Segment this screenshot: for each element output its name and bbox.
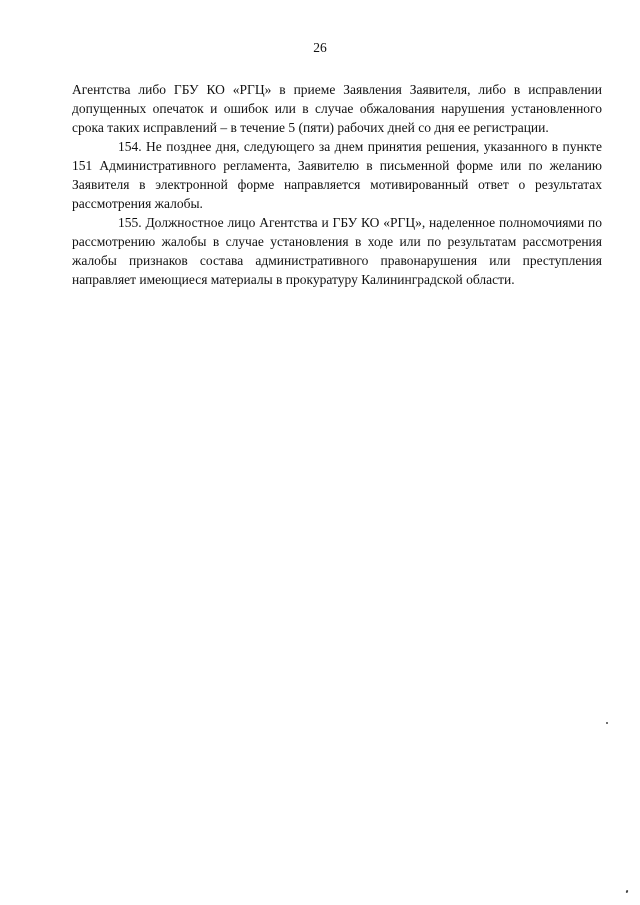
paragraph-continuation: Агентства либо ГБУ КО «РГЦ» в приеме Заявления Заявителя, либо в исправлении допущенных опечаток и ошибок или в случае обжалования нарушения установленного срока таких исправлений – в течение 5 (пяти) рабочих дней со дня ее регистрации. xyxy=(72,82,602,135)
scan-speck xyxy=(606,722,608,724)
paragraph-154: 154. Не позднее дня, следующего за днем принятия решения, указанного в пункте 151 Административного регламента, Заявителю в письменной форме или по желанию Заявителя в электронной форме направляется мотивированный ответ о результатах рассмотрения жалобы. xyxy=(72,139,602,211)
document-body xyxy=(72,80,602,289)
paragraph-155: 155. Должностное лицо Агентства и ГБУ КО «РГЦ», наделенное полномочиями по рассмотрению жалобы в случае установления в ходе или по результатам рассмотрения жалобы признаков состава административного правонарушения или преступления направляет имеющиеся материалы в прокуратуру Калининградской области. xyxy=(72,215,602,287)
page-number: 26 xyxy=(313,40,327,55)
scan-speck-corner xyxy=(626,890,629,894)
